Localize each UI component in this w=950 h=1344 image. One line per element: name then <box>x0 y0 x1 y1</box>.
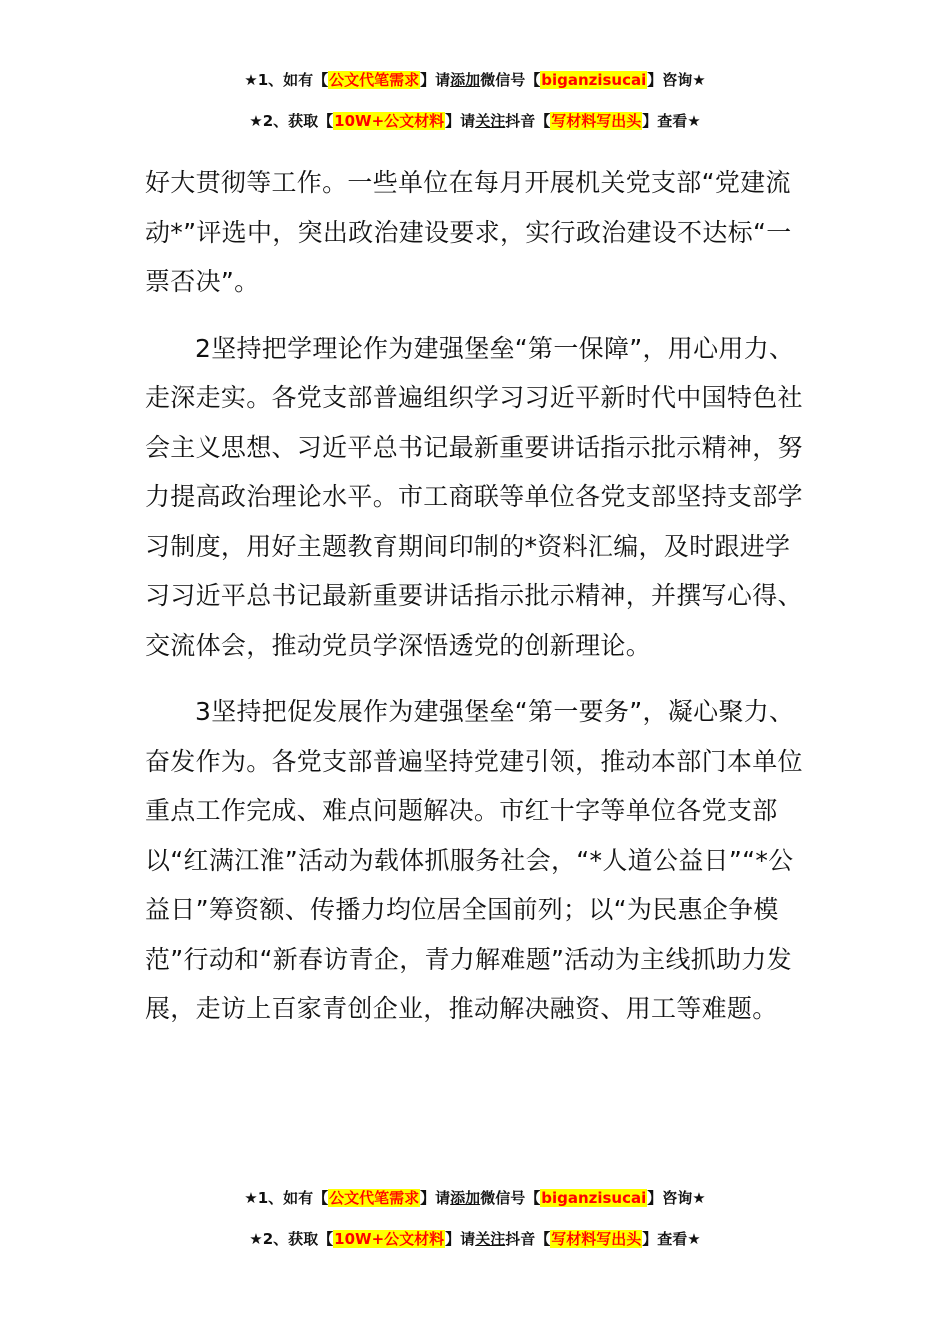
highlight-materials: 10W+公文材料 <box>334 112 445 130</box>
highlight-service: 公文代笔需求 <box>329 71 420 89</box>
highlight-wechat-id: biganzisucai <box>541 71 647 89</box>
highlight-materials: 10W+公文材料 <box>334 1230 445 1248</box>
star-icon: ★ <box>244 1189 258 1207</box>
banner-text: 微信号【 <box>480 1189 541 1207</box>
highlight-wechat-id: biganzisucai <box>541 1189 647 1207</box>
star-icon: ★ <box>687 112 701 130</box>
banner-text: 】请 <box>445 1230 476 1248</box>
document-body <box>145 158 810 1034</box>
star-icon: ★ <box>692 71 706 89</box>
star-icon: ★ <box>692 1189 706 1207</box>
banner-underlined-text: 添加 <box>450 71 481 89</box>
star-icon: ★ <box>687 1230 701 1248</box>
banner-text: 抖音【 <box>505 1230 551 1248</box>
paragraph-2: 2坚持把学理论作为建强堡垒“第一保障”，用心用力、走深走实。各党支部普遍组织学习习近平新时代中国特色社会主义思想、习近平总书记最新重要讲话指示批示精神，努力提高政治理论水平。市工商联等单位各党支部坚持支部学习制度，用好主题教育期间印制的*资料汇编，及时跟进学习习近平总书记最新重要讲话指示批示精神，并撰写心得、交流体会，推动党员学深悟透党的创新理论。 <box>145 333 803 660</box>
highlight-service: 公文代笔需求 <box>329 1189 420 1207</box>
star-icon: ★ <box>249 112 263 130</box>
banner-underlined-text: 关注 <box>475 112 506 130</box>
header-banner-line-1 <box>0 69 950 91</box>
footer-banner-line-1 <box>0 1187 950 1209</box>
banner-text: 抖音【 <box>505 112 551 130</box>
paragraph-3: 3坚持把促发展作为建强堡垒“第一要务”，凝心聚力、奋发作为。各党支部普遍坚持党建引领，推动本部门本单位重点工作完成、难点问题解决。市红十字等单位各党支部以“红满江淮”活动为载体抓服务社会，“*人道公益日”“*公益日”筹资额、传播力均位居全国前列；以“为民惠企争模范”行动和“新春访青企，青力解难题”活动为主线抓助力发展，走访上百家青创企业，推动解决融资、用工等难题。 <box>145 697 803 1023</box>
banner-text: 】请 <box>420 1189 451 1207</box>
highlight-douyin-id: 写材料写出头 <box>551 1230 642 1248</box>
header-banner-line-2 <box>0 110 950 132</box>
paragraph-continuation: 好大贯彻等工作。一些单位在每月开展机关党支部“党建流动*”评选中，突出政治建设要求，实行政治建设不达标“一票否决”。 <box>145 168 792 296</box>
banner-text: 】查看 <box>642 1230 688 1248</box>
banner-text: 1、如有【 <box>257 1189 329 1207</box>
banner-text: 微信号【 <box>480 71 541 89</box>
banner-text: 2、获取【 <box>262 112 334 130</box>
banner-underlined-text: 添加 <box>450 1189 481 1207</box>
banner-text: 】查看 <box>642 112 688 130</box>
highlight-douyin-id: 写材料写出头 <box>551 112 642 130</box>
banner-text: 】咨询 <box>647 1189 693 1207</box>
banner-text: 】请 <box>445 112 476 130</box>
star-icon: ★ <box>244 71 258 89</box>
star-icon: ★ <box>249 1230 263 1248</box>
banner-text: 】咨询 <box>647 71 693 89</box>
banner-text: 1、如有【 <box>257 71 329 89</box>
banner-underlined-text: 关注 <box>475 1230 506 1248</box>
banner-text: 2、获取【 <box>262 1230 334 1248</box>
banner-text: 】请 <box>420 71 451 89</box>
footer-banner-line-2 <box>0 1228 950 1250</box>
